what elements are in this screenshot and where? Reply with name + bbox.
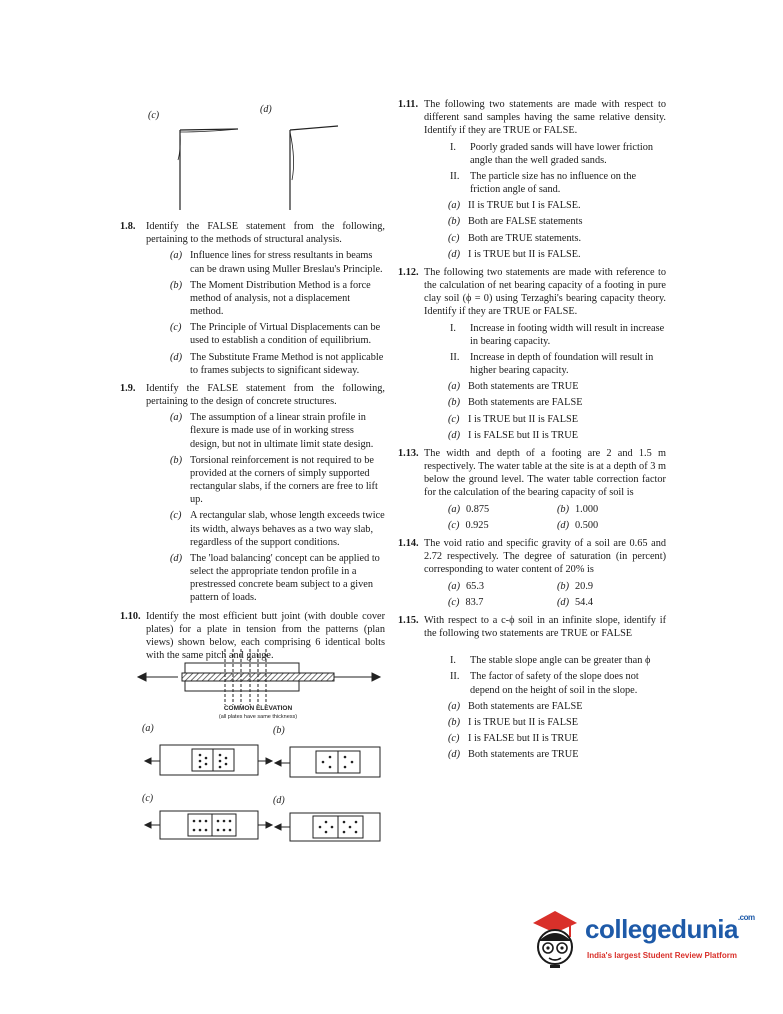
left-column	[120, 220, 385, 667]
statement-2: II. The particle size has no influence on the friction angle of sand.	[450, 170, 637, 196]
statement-1: I. Poorly graded sands will have lower friction angle than the well graded sands.	[450, 141, 654, 166]
options-row	[424, 580, 666, 593]
question-stem: The void ratio and specific gravity of a soil are 0.65 and 2.72 respectively. The degree of saturation (in percent) corresponding to water content of 20% is	[424, 537, 666, 576]
pattern-c	[145, 811, 272, 839]
question-1-11	[398, 98, 666, 261]
statement-1: I. Increase in footing width will result in increase in bearing capacity.	[450, 322, 665, 347]
brand-name: collegedunia	[585, 914, 738, 944]
mascot-icon	[525, 907, 583, 975]
option-c: (c) I is TRUE but II is FALSE	[448, 413, 579, 425]
question-stem: Identify the most efficient butt joint (with double cover plates) for a plate in tension from the patterns (plan views) shown below, each comprising 6 identical bolts with the same pitch and gauge.	[146, 610, 385, 662]
option-d: (d) 0.500	[557, 519, 599, 531]
option-a: (a) Both statements are TRUE	[448, 381, 579, 393]
option-d: (d) The Substitute Frame Method is not applicable to frames subjects to significant sideway.	[170, 351, 384, 376]
question-1-15	[398, 614, 666, 762]
question-stem: Identify the FALSE statement from the following, pertaining to the methods of structural analysis.	[146, 221, 385, 246]
option-b: (b) 1.000	[557, 503, 599, 515]
top-frame-figures	[170, 120, 370, 220]
question-stem: Identify the FALSE statement from the following, pertaining to the design of concrete structures.	[146, 382, 385, 408]
question-number: 1.14.	[398, 537, 419, 549]
statement-2: II. Increase in depth of foundation will result in higher bearing capacity.	[450, 351, 654, 377]
option-d: (d) 54.4	[557, 596, 594, 608]
elevation-title: COMMON ELEVATION	[223, 705, 293, 712]
question-1-8	[120, 220, 385, 377]
question-stem: The width and depth of a footing are 2 and 1.5 m respectively. The water table at the site is at a depth of 3 m below the ground level. The water table correction factor for the calculation of the bearing capacity of soil is	[424, 447, 666, 499]
pattern-b-label: (b)	[273, 725, 285, 736]
question-number: 1.15.	[398, 614, 419, 626]
option-d: (d) I is FALSE but II is TRUE	[448, 429, 579, 441]
collegedunia-logo	[525, 905, 755, 980]
option-c: (c) I is FALSE but II is TRUE	[448, 733, 579, 745]
butt-joint-figure	[130, 645, 395, 845]
question-1-12	[398, 266, 666, 442]
pattern-a-label: (a)	[142, 723, 154, 734]
option-c: (c) Both are TRUE statements.	[448, 232, 582, 244]
option-b: (b) Torsional reinforcement is not required to be provided at the corners of simply supported rectangular slabs, if the corners are free to lift up.	[170, 454, 378, 506]
brand-tld: .com	[737, 913, 755, 922]
statement-1: I. The stable slope angle can be greater than ϕ	[450, 655, 651, 667]
brand-tagline: India's largest Student Review Platform	[587, 951, 737, 960]
option-d: (d) The 'load balancing' concept can be applied to select the appropriate tendon profile in a prestressed concrete beam subject to a given pattern of loads.	[170, 552, 380, 604]
option-a: (a) II is TRUE but I is FALSE.	[448, 200, 581, 212]
question-1-13	[398, 447, 666, 532]
option-d: (d) I is TRUE but II is FALSE.	[448, 248, 581, 260]
pattern-c-label: (c)	[142, 793, 154, 804]
option-c: (c) 0.925	[448, 519, 489, 531]
options-row	[424, 596, 666, 609]
options-row	[424, 519, 666, 532]
option-a: (a) Both statements are FALSE	[448, 700, 583, 712]
question-1-9	[120, 382, 385, 605]
question-stem: With respect to a c-ϕ soil in an infinite slope, identify if the following two statements are TRUE or FALSE	[424, 614, 666, 640]
question-number: 1.13.	[398, 447, 419, 459]
question-number: 1.8.	[120, 221, 136, 232]
question-number: 1.9.	[120, 382, 136, 394]
question-number: 1.10.	[120, 610, 141, 622]
option-a: (a) The assumption of a linear strain profile in flexure is made use of in working stress design, but not in ultimate limit state design.	[170, 412, 374, 450]
question-number: 1.11.	[398, 99, 419, 110]
question-stem: The following two statements are made with respect to different sand samples having the same relative density. Identify if they are TRUE or FALSE.	[424, 99, 666, 137]
option-b: (b) The Moment Distribution Method is a force method of analysis, not a displacement method.	[170, 279, 371, 318]
right-column	[398, 98, 666, 766]
option-c: (c) The Principle of Virtual Displacements can be used to establish a condition of equilibrium.	[170, 322, 381, 347]
options-row	[424, 503, 666, 516]
option-a: (a) 0.875	[448, 503, 490, 515]
frame-d-beam	[290, 126, 338, 130]
pattern-b	[275, 747, 380, 777]
pattern-d	[275, 813, 380, 841]
question-1-14	[398, 537, 666, 609]
question-stem: The following two statements are made with reference to the calculation of net bearing capacity of a footing in pure clay soil (ϕ = 0) using Terzaghi's bearing capacity theory. Identify if they are TRUE or FALSE.	[424, 266, 666, 318]
figure-c-label: (c)	[148, 110, 160, 121]
option-d: (d) Both statements are TRUE	[448, 749, 579, 761]
option-b: (b) I is TRUE but II is FALSE	[448, 716, 579, 728]
elevation-note: (all plates have same thickness)	[218, 714, 298, 720]
option-b: (b) 20.9	[557, 580, 594, 592]
common-elevation	[138, 649, 380, 705]
option-a: (a) 65.3	[448, 580, 485, 592]
option-c: (c) 83.7	[448, 596, 484, 608]
figure-d-label: (d)	[260, 104, 272, 115]
option-b: (b) Both statements are FALSE	[448, 397, 583, 409]
pattern-d-label: (d)	[273, 795, 285, 806]
option-a: (a) Influence lines for stress resultants in beams can be drawn using Muller Breslau's Principle.	[170, 250, 383, 275]
option-b: (b) Both are FALSE statements	[448, 216, 583, 228]
question-number: 1.12.	[398, 266, 419, 278]
pattern-a	[145, 745, 272, 775]
option-c: (c) A rectangular slab, whose length exceeds twice its width, always behaves as a two way slab, regardless of the support conditions.	[170, 510, 385, 548]
statement-2: II. The factor of safety of the slope does not depend on the height of soil in the slope.	[450, 671, 639, 696]
